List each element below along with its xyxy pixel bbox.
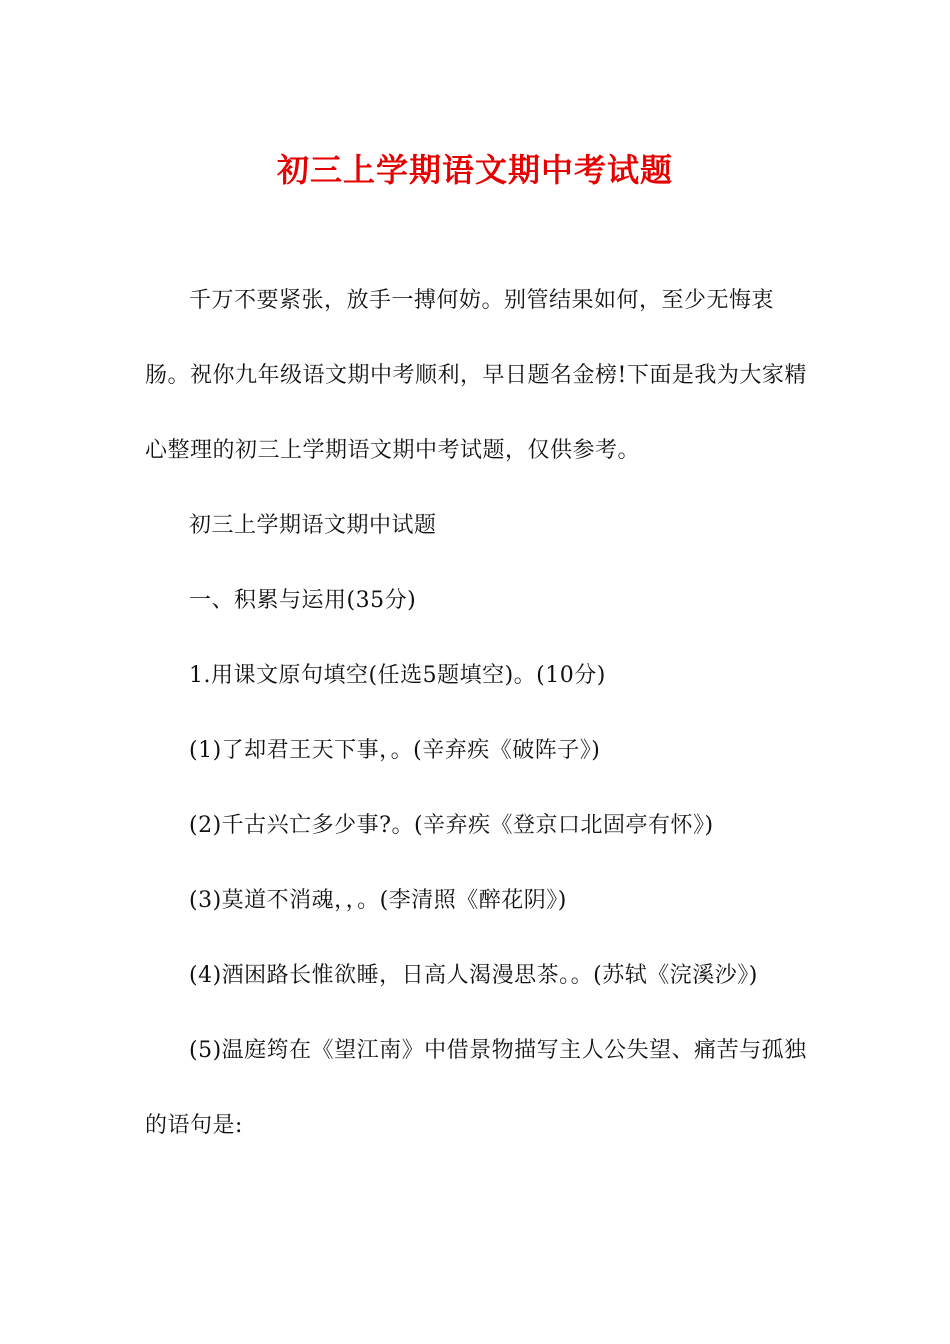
question-1-item-1: (1)了却君王天下事，。(辛弃疾《破阵子》): [189, 738, 601, 763]
question-1-item-5: (5)温庭筠在《望江南》中借景物描写主人公失望、痛苦与孤独的语句是:: [145, 1038, 807, 1138]
section-heading: 初三上学期语文期中试题: [189, 513, 437, 538]
part-heading: 一、积累与运用(35分): [189, 588, 417, 613]
intro-paragraph: 千万不要紧张，放手一搏何妨。别管结果如何，至少无悔衷肠。祝你九年级语文期中考顺利，早日题名金榜!下面是我为大家精心整理的初三上学期语文期中考试题，仅供参考。: [145, 288, 807, 463]
document-title: 初三上学期语文期中考试题: [276, 151, 673, 189]
question-1-item-4: (4)酒困路长惟欲睡，日高人渴漫思茶。。(苏轼《浣溪沙》): [189, 963, 758, 988]
question-1: 1.用课文原句填空(任选5题填空)。(10分): [189, 663, 606, 688]
question-1-item-2: (2)千古兴亡多少事?。(辛弃疾《登京口北固亭有怀》): [189, 813, 714, 838]
question-1-item-3: (3)莫道不消魂，，。(李清照《醉花阴》): [189, 888, 567, 913]
document-body: [145, 263, 810, 1163]
